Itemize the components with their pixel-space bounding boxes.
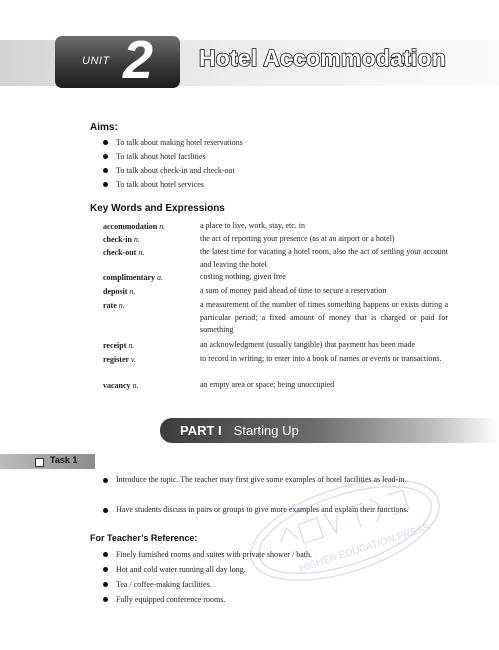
bullet-icon xyxy=(103,140,108,145)
bullet-icon xyxy=(103,552,108,557)
task-item: Have students discuss in pairs or groups to give more examples and explain their functions. xyxy=(103,503,448,517)
kw-definition: an acknowledgment (usually tangible) that payment has been made xyxy=(200,340,416,349)
kw-term: check-out n. xyxy=(103,248,145,257)
task-label-bar xyxy=(0,454,95,469)
kw-term: receipt n. xyxy=(103,341,135,350)
kw-definition: a measurement of the number of times something happens or exists during a particular period; a fixed amount of money that is charged or paid for something xyxy=(200,300,448,334)
unit-badge xyxy=(55,36,180,88)
checkbox-icon xyxy=(35,458,44,467)
kw-definition: costing nothing, given free xyxy=(200,272,286,281)
key-words-heading: Key Words and Expressions xyxy=(90,203,225,214)
aims-heading: Aims: xyxy=(90,122,118,133)
kw-definition: an empty area or space; being unoccupied xyxy=(200,380,335,389)
bullet-icon xyxy=(103,154,108,159)
kw-definition: a sum of money paid ahead of time to secure a reservation xyxy=(200,286,387,295)
kw-term: vacancy n. xyxy=(103,381,139,390)
part-label: PART I xyxy=(180,423,222,438)
bullet-icon xyxy=(103,582,108,587)
bullet-icon xyxy=(103,508,108,513)
bullet-icon xyxy=(103,567,108,572)
bullet-icon xyxy=(103,168,108,173)
kw-term: register v. xyxy=(103,355,136,364)
kw-definition: a place to live, work, stay, etc. in xyxy=(200,221,305,230)
task-label: Task 1 xyxy=(50,455,78,465)
bullet-icon xyxy=(103,478,108,483)
watermark-text: HIGHER EDUCATION PRESS xyxy=(298,522,432,575)
unit-number: 2 xyxy=(123,30,154,90)
bullet-icon xyxy=(103,597,108,602)
bullet-icon xyxy=(103,182,108,187)
kw-term: rate n. xyxy=(103,301,125,310)
kw-definition: to record in writing; to enter into a book of names or events or transactions. xyxy=(200,354,442,363)
unit-title: Hotel Accommodation xyxy=(199,45,447,71)
kw-term: check-in n. xyxy=(103,235,140,244)
part-header xyxy=(180,423,299,438)
kw-definition: the act of reporting your presence (as at an airport or a hotel) xyxy=(200,234,395,243)
kw-term: complimentary a. xyxy=(103,273,163,282)
task-item: Introduce the topic. The teacher may first give some examples of hotel facilities as lead-in. xyxy=(103,473,448,487)
publisher-watermark-icon xyxy=(240,470,450,590)
kw-term: deposit n. xyxy=(103,287,136,296)
reference-heading: For Teacher’s Reference: xyxy=(90,533,198,543)
kw-term: accommodation n. xyxy=(103,222,166,231)
unit-label: UNIT xyxy=(82,55,110,67)
part-title: Starting Up xyxy=(233,423,299,438)
kw-definition: the latest time for vacating a hotel room, also the act of settling your account and leaving the hotel xyxy=(200,247,448,269)
